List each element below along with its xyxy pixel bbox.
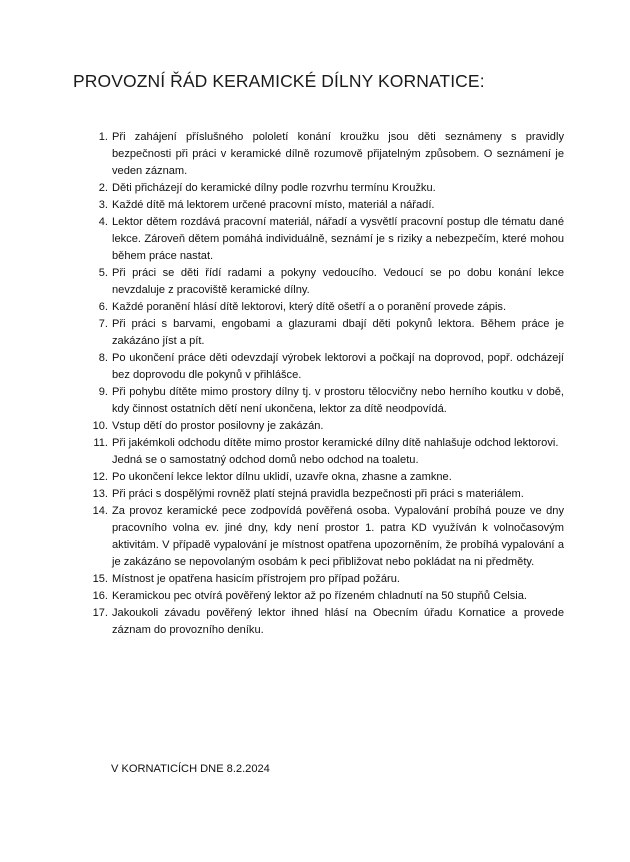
rule-text: Vstup dětí do prostor posilovny je zakázán. xyxy=(112,420,324,432)
rule-number: 5. xyxy=(98,267,108,279)
rule-text: Keramickou pec otvírá pověřený lektor až po řízeném chladnutí na 50 stupňů Celsia. xyxy=(112,590,528,602)
rule-text: Za provoz keramické pece zodpovídá pověřená osoba. Vypalování probíhá pouze ve dny pracovního volna ev. jiné dny, kdy není prostor 1. patra KD využíván k volnočasovým aktivitám. V případě vypalování je místnost opatřena upozorněním, že probíhá vypalování a je zakázáno se nepovolaným osobám k peci přibližovat nebo pokládat na ni předměty. xyxy=(112,505,564,568)
rule-number: 15. xyxy=(92,573,108,585)
rule-number: 8. xyxy=(98,352,108,364)
rule-text: Při pohybu dítěte mimo prostory dílny tj. v prostoru tělocvičny nebo herního koutku v době, kdy činnost ostatních dětí není ukončena, lektor za dítě neodpovídá. xyxy=(112,386,564,415)
list-item xyxy=(86,316,564,350)
list-item xyxy=(86,129,564,180)
rule-note: Jedná se o samostatný odchod domů nebo odchod na toaletu. xyxy=(112,454,419,466)
rule-number: 10. xyxy=(92,420,108,432)
rule-text: Při práci se děti řídí radami a pokyny vedoucího. Vedoucí se po dobu konání lekce nevzdaluje z pracoviště keramické dílny. xyxy=(112,267,564,296)
rule-text: Při jakémkoli odchodu dítěte mimo prostor keramické dílny dítě nahlašuje odchod lektorovi. xyxy=(112,437,559,449)
rule-number: 17. xyxy=(92,607,108,619)
rule-number: 11. xyxy=(93,437,108,449)
rule-number: 4. xyxy=(98,216,108,228)
rule-text: Lektor dětem rozdává pracovní materiál, nářadí a vysvětlí pracovní postup dle tématu dané lekce. Zároveň dětem pomáhá individuálně, seznámí je s riziky a nebezpečím, které mohou během práce nastat. xyxy=(112,216,564,262)
list-item xyxy=(86,605,564,639)
list-item xyxy=(86,180,564,197)
document-title: PROVOZNÍ ŘÁD KERAMICKÉ DÍLNY KORNATICE: xyxy=(73,71,485,91)
rule-number: 3. xyxy=(98,199,108,211)
list-item xyxy=(86,299,564,316)
list-item xyxy=(86,486,564,503)
rule-number: 6. xyxy=(98,301,108,313)
rule-text: Po ukončení práce děti odevzdají výrobek lektorovi a počkají na doprovod, popř. odcházejí bez doprovodu dle pokynů v přihlášce. xyxy=(112,352,564,381)
list-item xyxy=(86,571,564,588)
rule-number: 9. xyxy=(98,386,108,398)
list-item xyxy=(86,469,564,486)
list-item xyxy=(86,350,564,384)
rule-number: 7. xyxy=(98,318,108,330)
rule-text: Každé dítě má lektorem určené pracovní místo, materiál a nářadí. xyxy=(112,199,435,211)
rules-list xyxy=(86,129,564,639)
list-item xyxy=(86,588,564,605)
list-item xyxy=(86,384,564,418)
rule-text: Každé poranění hlásí dítě lektorovi, který dítě ošetří a o poranění provede zápis. xyxy=(112,301,507,313)
list-item xyxy=(86,503,564,571)
rule-number: 2. xyxy=(98,182,108,194)
rule-number: 16. xyxy=(92,590,108,602)
list-item xyxy=(86,197,564,214)
rule-text: Po ukončení lekce lektor dílnu uklidí, uzavře okna, zhasne a zamkne. xyxy=(112,471,452,483)
rule-number: 13. xyxy=(92,488,108,500)
rule-number: 12. xyxy=(92,471,108,483)
rule-number: 14. xyxy=(92,505,108,517)
list-item xyxy=(86,418,564,435)
document-date-footer: V KORNATICÍCH DNE 8.2.2024 xyxy=(111,763,270,775)
list-item xyxy=(86,214,564,265)
rule-text: Při zahájení příslušného pololetí konání kroužku jsou děti seznámeny s pravidly bezpečnosti při práci v keramické dílně rozumově přijatelným způsobem. O seznámení je veden záznam. xyxy=(112,131,564,177)
rule-text: Místnost je opatřena hasicím přístrojem pro případ požáru. xyxy=(112,573,400,585)
list-item xyxy=(86,435,564,469)
rule-text: Při práci s barvami, engobami a glazurami dbají děti pokynů lektora. Během práce je zakázáno jíst a pít. xyxy=(112,318,564,347)
rule-text: Děti přicházejí do keramické dílny podle rozvrhu termínu Kroužku. xyxy=(112,182,436,194)
rule-text: Jakoukoli závadu pověřený lektor ihned hlásí na Obecním úřadu Kornatice a provede záznam do provozního deníku. xyxy=(112,607,564,636)
list-item xyxy=(86,265,564,299)
rule-number: 1. xyxy=(98,131,108,143)
rule-text: Při práci s dospělými rovněž platí stejná pravidla bezpečnosti při práci s materiálem. xyxy=(112,488,524,500)
